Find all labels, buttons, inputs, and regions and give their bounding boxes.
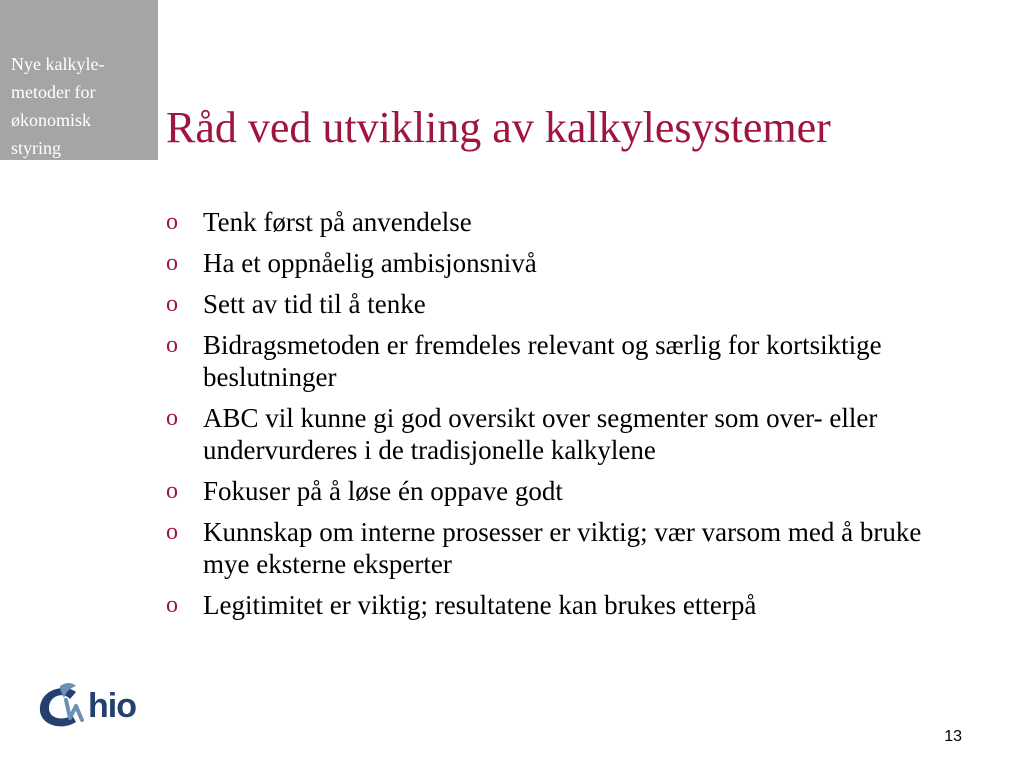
slide-title: Råd ved utvikling av kalkylesystemer (166, 103, 831, 152)
bullet-marker: o (166, 478, 178, 504)
course-title-label: Nye kalkyle- metoder for økonomisk styring (11, 54, 105, 158)
bullet-item (160, 402, 960, 466)
bullet-marker: o (166, 519, 178, 545)
bullet-text: Tenk først på anvendelse (203, 207, 472, 237)
course-title-box (0, 0, 158, 160)
bullet-marker: o (166, 209, 178, 235)
bullet-item (160, 329, 960, 393)
bullet-text: Bidragsmetoden er fremdeles relevant og særlig for kortsiktige beslutninger (203, 330, 882, 392)
bullet-marker: o (166, 592, 178, 618)
bullet-text: Ha et oppnåelig ambisjonsnivå (203, 248, 537, 278)
hio-logo-text: hio (88, 687, 136, 725)
hio-logo (36, 682, 146, 732)
bullet-item (160, 589, 960, 621)
hio-logo-icon (36, 682, 88, 732)
bullet-marker: o (166, 250, 178, 276)
bullet-text: Sett av tid til å tenke (203, 289, 426, 319)
bullet-text: ABC vil kunne gi god oversikt over segmenter som over- eller undervurderes i de tradisjonelle kalkylene (203, 403, 878, 465)
bullet-marker: o (166, 405, 178, 431)
page-number: 13 (944, 728, 962, 745)
bullet-item (160, 206, 960, 238)
bullet-item (160, 516, 960, 580)
bullet-item (160, 288, 960, 320)
bullet-text: Legitimitet er viktig; resultatene kan brukes etterpå (203, 590, 757, 620)
bullet-marker: o (166, 291, 178, 317)
bullet-text: Kunnskap om interne prosesser er viktig; vær varsom med å bruke mye eksterne eksperter (203, 517, 922, 579)
bullet-item (160, 247, 960, 279)
bullet-item (160, 475, 960, 507)
bullet-marker: o (166, 332, 178, 358)
bullet-list (160, 206, 960, 630)
bullet-text: Fokuser på å løse én oppave godt (203, 476, 563, 506)
